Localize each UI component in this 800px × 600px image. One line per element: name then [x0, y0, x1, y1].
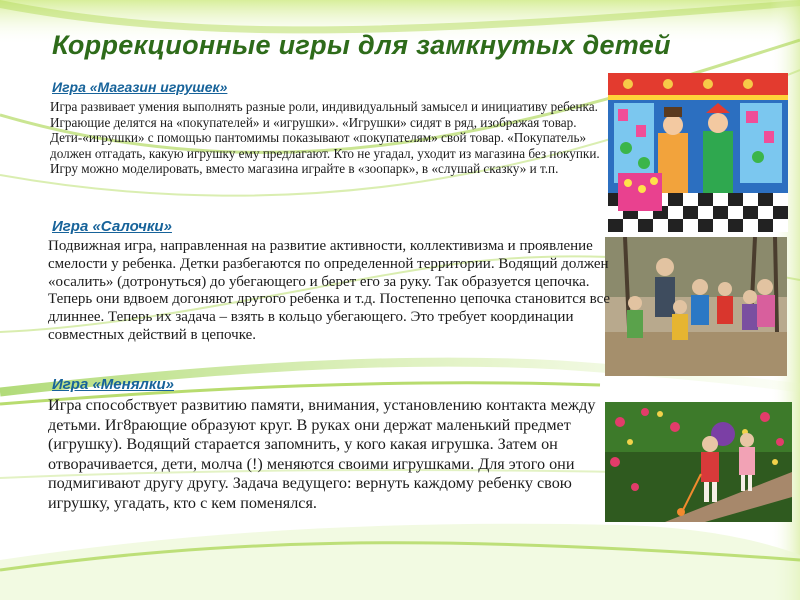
game-heading-swap: Игра «Менялки» [52, 376, 174, 393]
game-description-tag: Подвижная игра, направленная на развитие активности, коллективизма и проявление смелости у ребенка. Детки разбегаются по определенной территории. Водящий должен «осалить» (дотронуться) до убегающего и берет его за руку. Так образуется цепочка. Теперь они вдвоем догоняют другого ребенка и т.д. Постепенно цепочка становится все длиннее. Теперь их задача – взять в кольцо убегающего. Это требует координации совместных действий в цепочке. [48, 238, 611, 343]
game-description-toy-shop: Игра развивает умения выполнять разные роли, индивидуальный замысел и инициативу ребенка. Играющие делятся на «покупателей» и «игрушки». «Игрушки» сидят в ряд, изображая товар. Дети-«игрушки» с помощью пантомимы показывают «покупателям» свой товар. «Покупатель» должен отгадать, какую игрушку ему предлагают. Кто не угадал, уходит из магазина без покупки. Игру можно моделировать, вместо магазина играйте в «зоопарк», в «слушай сказку» и т.п. [50, 99, 600, 176]
game-heading-toy-shop: Игра «Магазин игрушек» [52, 79, 228, 95]
game-heading-tag: Игра «Салочки» [52, 218, 172, 235]
game-description-swap: Игра способствует развитию памяти, внимания, установлению контакта между детьми. Иг8рающие образуют круг. В руках они держат маленький предмет (игрушку). Водящий старается запомнить, у кого какая игрушка. Затем он отворачивается, дети, молча (!) меняются своими игрушками. Для этого они подмигивают другу другу. Задача ведущего: вернуть каждому ребенку свою игрушку, угадать, кто с кем поменялся. [48, 396, 596, 512]
children-with-ball-in-garden-photo [605, 402, 792, 522]
children-playing-tag-photo [605, 237, 787, 376]
slide-title: Коррекционные игры для замкнутых детей [52, 30, 671, 60]
toy-shop-illustration [608, 73, 788, 232]
